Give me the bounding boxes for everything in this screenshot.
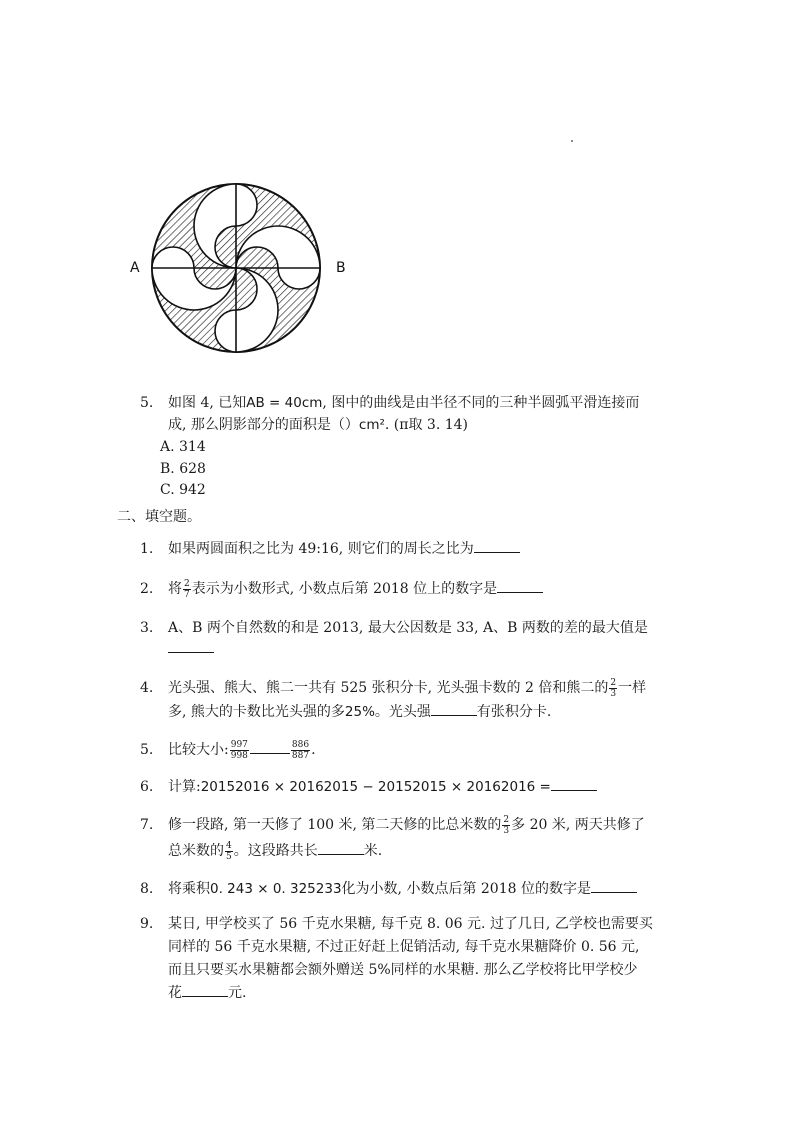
q8-expression: 0. 2̇43̇ × 0. 32̇5233̇ <box>210 881 342 897</box>
q4-line2-pre: 多, 熊大的卡数比光头强的多 <box>168 704 345 720</box>
fraction: $\frac{4}{5}$ <box>226 840 232 862</box>
q7-line2-mid: 。这段路共长 <box>233 843 318 859</box>
question-number: 5. <box>140 395 154 411</box>
question-number: 9. <box>140 916 154 932</box>
question-number: 8. <box>140 881 154 897</box>
q5-math-ab: AB = 40cm <box>246 395 323 411</box>
q7-line1-pre: 修一段路, 第一天修了 100 米, 第二天修的比总米数的 <box>168 817 502 833</box>
q4-line1-pre: 光头强、熊大、熊二一共有 525 张积分卡, 光头强卡数的 2 倍和熊二的 <box>168 680 609 696</box>
answer-blank[interactable] <box>431 703 477 716</box>
fill-question-4-line2 <box>168 701 551 723</box>
q5f-post: . <box>311 742 316 758</box>
q5-line1-pre: 如图 4, 已知 <box>168 395 247 411</box>
q5-line2-pre: 成, 那么阴影部分的面积是（） <box>168 417 359 433</box>
answer-blank[interactable] <box>182 984 228 997</box>
q9-line4-pre: 花 <box>168 985 182 1001</box>
fraction: $\frac{2}{7}$ <box>184 578 190 600</box>
fill-question-7-line2 <box>168 840 382 862</box>
answer-blank[interactable] <box>318 842 364 855</box>
fraction: $\frac{2}{3}$ <box>503 814 510 836</box>
q9-line4 <box>168 982 246 1004</box>
q9-line4-post: 元. <box>228 985 247 1001</box>
q6-expression: 20152016 × 20162015 − 20152015 × 20162016 = <box>200 779 551 795</box>
question-number: 2. <box>140 581 154 597</box>
fill-question-3-blank-line <box>168 638 214 660</box>
q4-line2-post: 有张积分卡. <box>476 704 552 720</box>
fraction: $\frac{997}{998}$ <box>230 739 248 761</box>
label-b: B <box>336 260 346 276</box>
question-number: 4. <box>140 680 154 696</box>
answer-blank[interactable] <box>551 778 597 791</box>
q7-line1-post: 多 20 米, 两天共修了 <box>511 817 645 833</box>
answer-blank[interactable] <box>250 741 290 754</box>
option-b[interactable]: B. 628 <box>160 461 206 477</box>
q4-line2-mid: 。光头强 <box>374 704 431 720</box>
geometry-figure <box>118 182 358 362</box>
q8-post: 化为小数, 小数点后第 2018 位的数字是 <box>341 881 591 897</box>
q9-line1: 某日, 甲学校买了 56 千克水果糖, 每千克 8. 06 元. 过了几日, 乙学校也需要买 <box>168 916 653 932</box>
q9-line2: 同样的 56 千克水果糖, 不过正好赶上促销活动, 每千克水果糖降价 0. 56 元, <box>168 939 640 955</box>
option-a[interactable]: A. 314 <box>160 439 206 455</box>
label-a: A <box>130 260 140 276</box>
answer-blank[interactable] <box>497 580 543 593</box>
q4-percent: 25% <box>344 704 375 720</box>
section-title: 二、填空题。 <box>117 509 201 525</box>
q9-line3: 而且只要买水果糖都会额外赠送 5%同样的水果糖. 那么乙学校将比甲学校少 <box>168 962 638 978</box>
q7-line2-post: 米. <box>363 843 383 859</box>
question-number: 5. <box>140 742 154 758</box>
q3-text: A、B 两个自然数的和是 2013, 最大公因数是 33, A、B 两数的差的最大值是 <box>168 620 648 636</box>
q7-line2-pre: 总米数的 <box>168 843 224 859</box>
fraction: $\frac{886}{887}$ <box>291 739 310 761</box>
q6-pre: 计算: <box>168 779 201 795</box>
option-c[interactable]: C. 942 <box>160 482 206 498</box>
q1-text: 如果两圆面积之比为 49:16, 则它们的周长之比为 <box>168 541 474 557</box>
q5-unit: cm² <box>358 417 385 433</box>
q5-line2-post: . (π取 3. 14) <box>384 417 469 433</box>
q8-pre: 将乘积 <box>168 881 210 897</box>
q4-line1-post: 一样 <box>618 680 647 696</box>
answer-blank[interactable] <box>474 540 520 553</box>
question-number: 1. <box>140 541 154 557</box>
question-number: 7. <box>140 817 154 833</box>
q2-post: 表示为小数形式, 小数点后第 2018 位上的数字是 <box>191 581 498 597</box>
q5f-pre: 比较大小: <box>168 742 229 758</box>
answer-blank[interactable] <box>591 880 637 893</box>
question-number: 6. <box>140 779 154 795</box>
mc-question-5-line2 <box>168 414 468 436</box>
q5-line1-post: , 图中的曲线是由半径不同的三种半圆弧平滑连接而 <box>322 395 640 411</box>
fraction: $\frac{2}{3}$ <box>610 677 617 699</box>
scan-speck <box>571 140 573 142</box>
question-number: 3. <box>140 620 154 636</box>
answer-blank[interactable] <box>168 640 214 653</box>
q2-pre: 将 <box>168 581 182 597</box>
